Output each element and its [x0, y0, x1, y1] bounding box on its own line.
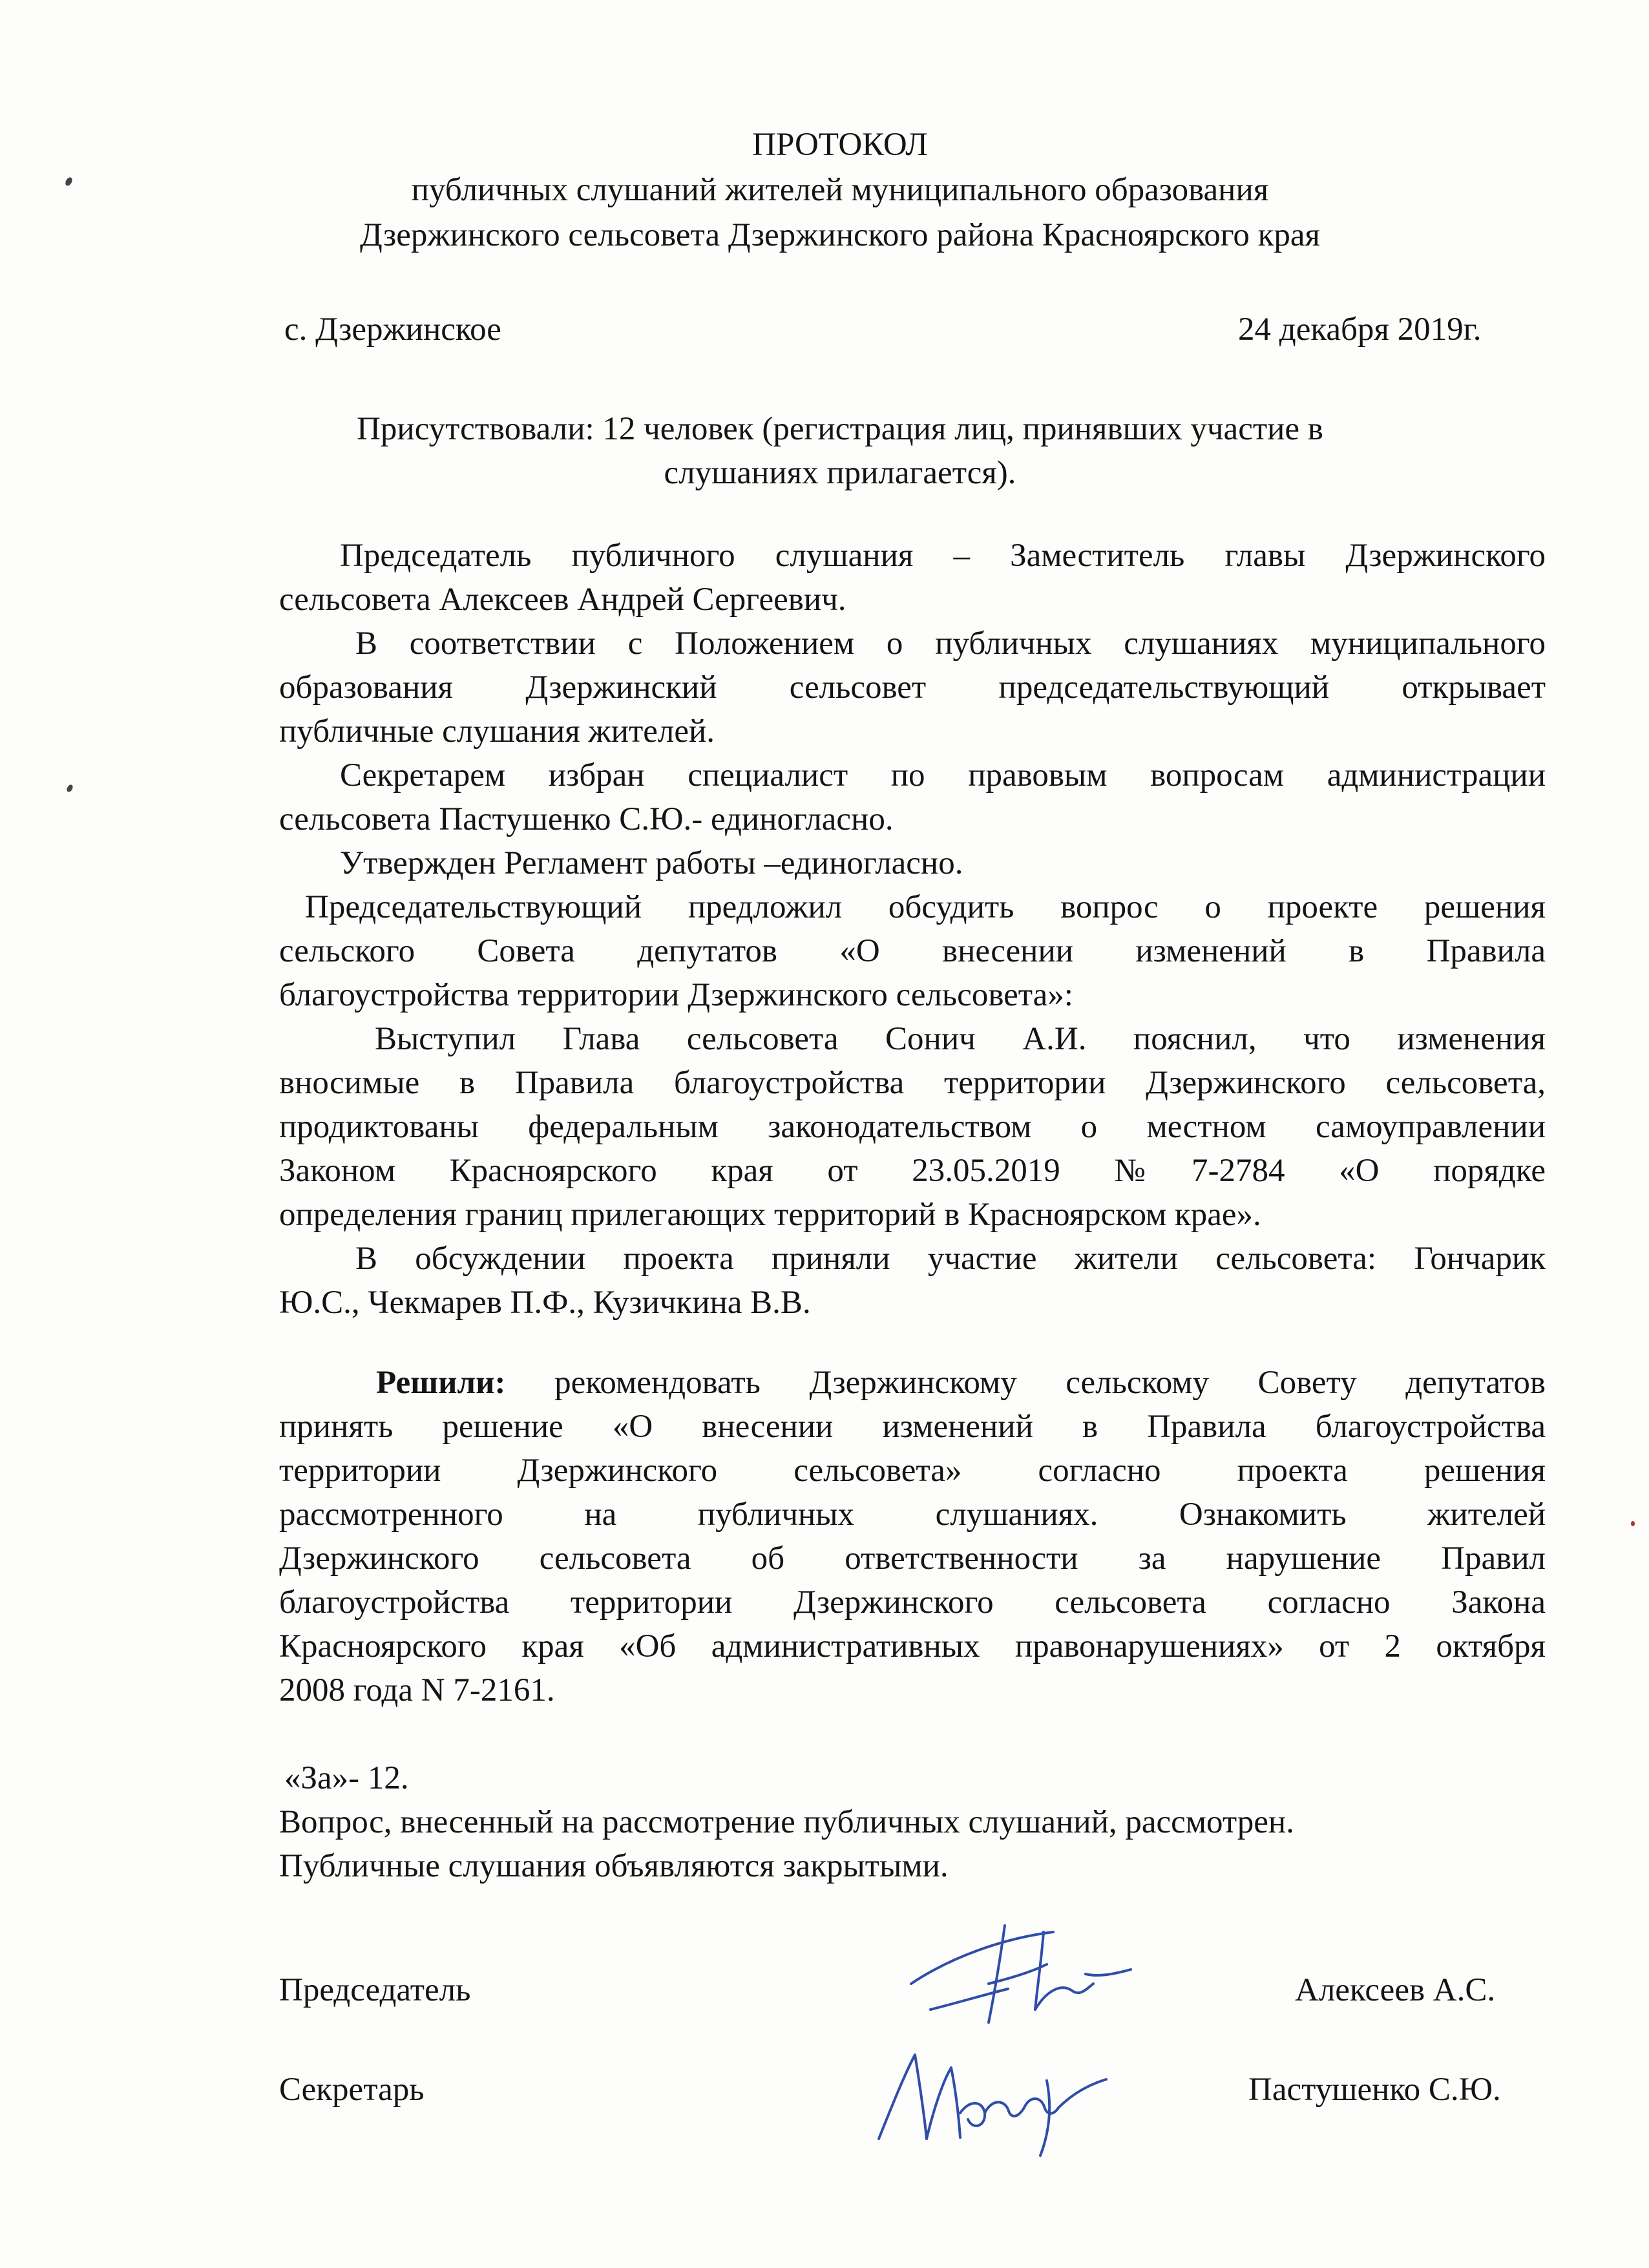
paragraph-line: благоустройства территории Дзержинского сельсовета согласно Закона [279, 1584, 1546, 1621]
chair-label: Председатель [279, 1972, 471, 2008]
paragraph-line: территории Дзержинского сельсовета» согласно проекта решения [279, 1453, 1546, 1489]
paragraph-line: вносимые в Правила благоустройства территории Дзержинского сельсовета, [279, 1065, 1546, 1101]
paragraph-line: Секретарем избран специалист по правовым вопросам администрации [340, 757, 1546, 793]
paragraph-line: Утвержден Регламент работы –единогласно. [340, 845, 963, 881]
vote-result: «За»- 12. [284, 1760, 409, 1796]
scan-speck [64, 176, 74, 187]
paragraph-line: определения границ прилегающих территорий в Красноярском крае». [279, 1197, 1261, 1233]
paragraph-line: Председательствующий предложил обсудить вопрос о проекте решения [305, 889, 1546, 925]
date: 24 декабря 2019г. [1238, 311, 1482, 348]
paragraph-chairman [279, 534, 1546, 622]
paragraph-line: сельского Совета депутатов «О внесении изменений в Правила [279, 933, 1546, 969]
chair-signature-icon [892, 1913, 1150, 2042]
attendance-line-2: слушаниях прилагается). [664, 455, 1016, 491]
place: с. Дзержинское [284, 311, 501, 348]
secretary-signature-icon [853, 2029, 1124, 2158]
paragraph-proposal [279, 885, 1546, 1017]
paragraph-discussion [279, 1237, 1546, 1325]
paragraph-line: 2008 года N 7-2161. [279, 1672, 555, 1708]
paragraph-line: благоустройства территории Дзержинского сельсовета»: [279, 977, 1073, 1013]
closing-line-2: Публичные слушания объявляются закрытыми. [279, 1848, 949, 1884]
paragraph-line: публичные слушания жителей. [279, 713, 715, 750]
scan-speck [1631, 1521, 1635, 1526]
paragraph-rules-approved [279, 841, 1546, 885]
paragraph-line: Председатель публичного слушания – Заместитель главы Дзержинского [340, 538, 1546, 574]
paragraph-line: рассмотренного на публичных слушаниях. Ознакомить жителей [279, 1496, 1546, 1533]
attendance-line-1: Присутствовали: 12 человек (регистрация лиц, принявших участие в [357, 411, 1323, 447]
paragraph-regulation [279, 622, 1546, 753]
paragraph-speech [279, 1017, 1546, 1237]
paragraph-line: принять решение «О внесении изменений в Правила благоустройства [279, 1409, 1546, 1445]
closing-line-1: Вопрос, внесенный на рассмотрение публичных слушаний, рассмотрен. [279, 1804, 1294, 1840]
document-subtitle-line-1: публичных слушаний жителей муниципального образования [411, 172, 1269, 208]
scan-speck [66, 784, 74, 793]
paragraph-line: В соответствии с Положением о публичных слушаниях муниципального [355, 625, 1546, 662]
paragraph-line: продиктованы федеральным законодательством о местном самоуправлении [279, 1109, 1546, 1145]
paragraph-decision [279, 1361, 1546, 1712]
paragraph-line: Дзержинского сельсовета об ответственности за нарушение Правил [279, 1540, 1546, 1577]
paragraph-line: Выступил Глава сельсовета Сонич А.И. пояснил, что изменения [375, 1021, 1546, 1057]
paragraph-line: Ю.С., Чекмарев П.Ф., Кузичкина В.В. [279, 1285, 811, 1321]
paragraph-line: сельсовета Алексеев Андрей Сергеевич. [279, 582, 846, 618]
paragraph-line: В обсуждении проекта приняли участие жители сельсовета: Гончарик [355, 1241, 1546, 1277]
paragraph-line: образования Дзержинский сельсовет председательствующий открывает [279, 669, 1546, 706]
decision-label: Решили: [376, 1365, 506, 1401]
document-title: ПРОТОКОЛ [752, 127, 928, 163]
secretary-name: Пастушенко С.Ю. [1248, 2072, 1501, 2108]
paragraph-line: сельсовета Пастушенко С.Ю.- единогласно. [279, 801, 894, 837]
paragraph-line: Решили: рекомендовать Дзержинскому сельскому Совету депутатов [376, 1365, 1546, 1401]
secretary-label: Секретарь [279, 2072, 425, 2108]
chair-name: Алексеев А.С. [1295, 1972, 1496, 2008]
paragraph-secretary [279, 753, 1546, 841]
paragraph-line: Законом Красноярского края от 23.05.2019 №7-2784 «О порядке [279, 1153, 1546, 1189]
paragraph-line: Красноярского края «Об административных правонарушениях» от 2 октября [279, 1628, 1546, 1664]
document-subtitle-line-2: Дзержинского сельсовета Дзержинского района Красноярского края [360, 217, 1320, 253]
